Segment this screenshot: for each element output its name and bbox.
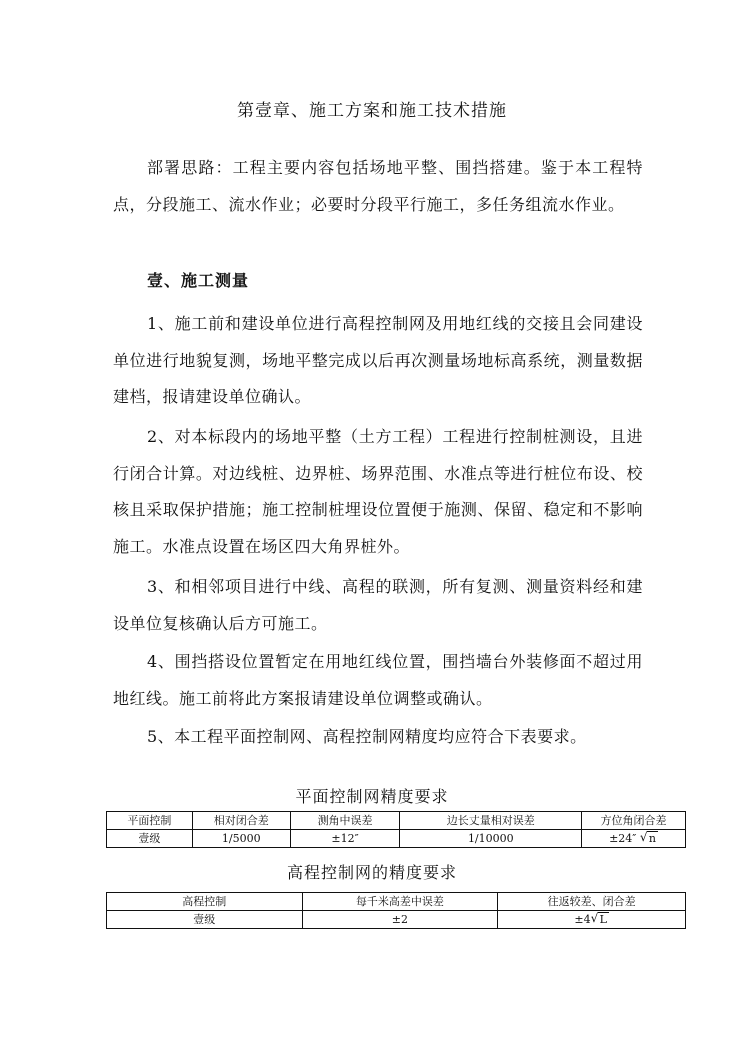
table-cell-formula [498, 911, 686, 929]
radical-sign: √ [590, 911, 599, 925]
table-cell: 壹级 [107, 911, 303, 929]
square-root [591, 911, 609, 928]
formula-prefix: ±24″ [609, 832, 637, 845]
plane-control-table [106, 811, 686, 848]
table-header-row [107, 893, 686, 911]
table-header-cell: 平面控制 [107, 812, 193, 830]
item-5-paragraph: 5、本工程平面控制网、高程控制网精度均应符合下表要求。 [147, 727, 587, 746]
section-heading: 壹、施工测量 [147, 271, 250, 290]
table-header-row [107, 812, 686, 830]
table-header-cell: 往返较差、闭合差 [498, 893, 686, 911]
item-3-paragraph: 3、和相邻项目进行中线、高程的联测，所有复测、测量资料经和建设单位复核确认后方可施工。 [113, 577, 643, 633]
table-cell: 壹级 [107, 830, 193, 848]
radical-sign: √ [639, 830, 648, 844]
item-1-paragraph: 1、施工前和建设单位进行高程控制网及用地红线的交接且会同建设单位进行地貌复测，场地平整完成以后再次测量场地标高系统，测量数据建档，报请建设单位确认。 [113, 314, 643, 406]
table-cell: 1/10000 [400, 830, 582, 848]
table1-caption: 平面控制网精度要求 [295, 787, 449, 806]
table-header-cell: 测角中误差 [290, 812, 400, 830]
table-cell: 1/5000 [192, 830, 290, 848]
elevation-control-table [106, 892, 686, 929]
chapter-title: 第壹章、施工方案和施工技术措施 [237, 101, 507, 121]
table-cell: ±12″ [290, 830, 400, 848]
table-header-cell: 方位角闭合差 [582, 812, 686, 830]
table-header-cell: 高程控制 [107, 893, 303, 911]
table-row [107, 830, 686, 848]
table-cell-formula [582, 830, 686, 848]
intro-paragraph: 部署思路：工程主要内容包括场地平整、围挡搭建。鉴于本工程特点，分段施工、流水作业；必要时分段平行施工，多任务组流水作业。 [113, 158, 643, 214]
formula-radicand: n [648, 832, 657, 845]
table-header-cell: 每千米高差中误差 [302, 893, 498, 911]
item-4-paragraph: 4、围挡搭设位置暂定在用地红线位置，围挡墙台外装修面不超过用地红线。施工前将此方案报请建设单位调整或确认。 [113, 652, 643, 708]
table2-caption: 高程控制网的精度要求 [286, 863, 457, 882]
table-cell: ±2 [302, 911, 498, 929]
formula-prefix: ±4 [574, 913, 591, 926]
formula-radicand: L [599, 913, 607, 926]
table-header-cell: 边长丈量相对误差 [400, 812, 582, 830]
item-2-paragraph: 2、对本标段内的场地平整（土方工程）工程进行控制桩测设，且进行闭合计算。对边线桩、边界桩、场界范围、水准点等进行桩位布设、校核且采取保护措施；施工控制桩埋设位置便于施测、保留、稳定和不影响施工。水准点设置在场区四大角界桩外。 [113, 427, 643, 556]
table-header-cell: 相对闭合差 [192, 812, 290, 830]
table-row [107, 911, 686, 929]
square-root [640, 830, 658, 847]
